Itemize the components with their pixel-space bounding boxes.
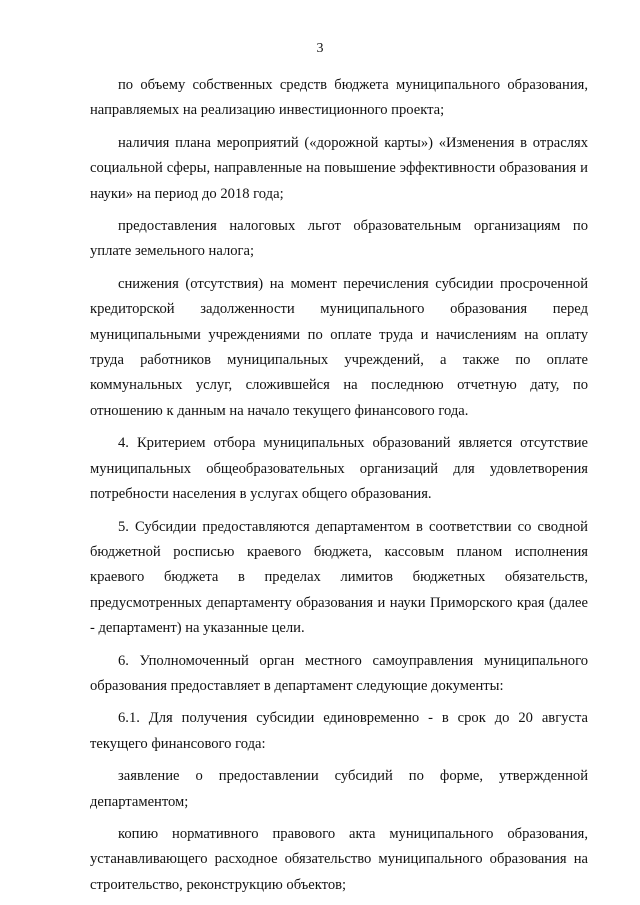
paragraph-debt-reduction: снижения (отсутствия) на момент перечисления субсидии просроченной кредиторской задолженности муниципального образования перед муниципальными учреждениями по оплате труда и начислениям на оплату труда работников муниципальных учреждений, а также по оплате коммунальных услуг, сложившейся на последнюю отчетную дату, по отношению к данным на начало текущего финансового года. [90, 275, 588, 419]
paragraph-normative-act-copy: копию нормативного правового акта муниципального образования, устанавливающего расходное обязательство муниципального образования на строительство, реконструкцию объектов; [90, 825, 588, 893]
page-number: 3 [316, 41, 324, 56]
paragraph-roadmap: наличия плана мероприятий («дорожной карты») «Изменения в отраслях социальной сферы, направленные на повышение эффективности образования и науки» на период до 2018 года; [90, 134, 588, 202]
paragraph-application-form: заявление о предоставлении субсидий по форме, утвержденной департаментом; [90, 768, 588, 810]
paragraph-selection-criterion: 4. Критерием отбора муниципальных образований является отсутствие муниципальных общеобразовательных организаций для удовлетворения потребности населения в услугах общего образования. [90, 435, 588, 503]
paragraph-one-time-deadline: 6.1. Для получения субсидии единовременно - в срок до 20 августа текущего финансового года: [90, 710, 588, 752]
paragraph-own-funds: по объему собственных средств бюджета муниципального образования, направляемых на реализацию инвестиционного проекта; [90, 77, 588, 119]
paragraph-tax-benefits: предоставления налоговых льгот образовательным организациям по уплате земельного налога; [90, 218, 588, 260]
document-body [90, 73, 588, 904]
paragraph-subsidy-provision: 5. Субсидии предоставляются департаментом в соответствии со сводной бюджетной росписью краевого бюджета, кассовым планом исполнения краевого бюджета в пределах лимитов бюджетных обязательств, предусмотренных департаменту образования и науки Приморского края (далее - департамент) на указанные цели. [90, 518, 588, 637]
paragraph-required-documents: 6. Уполномоченный орган местного самоуправления муниципального образования предоставляет в департамент следующие документы: [90, 652, 588, 694]
